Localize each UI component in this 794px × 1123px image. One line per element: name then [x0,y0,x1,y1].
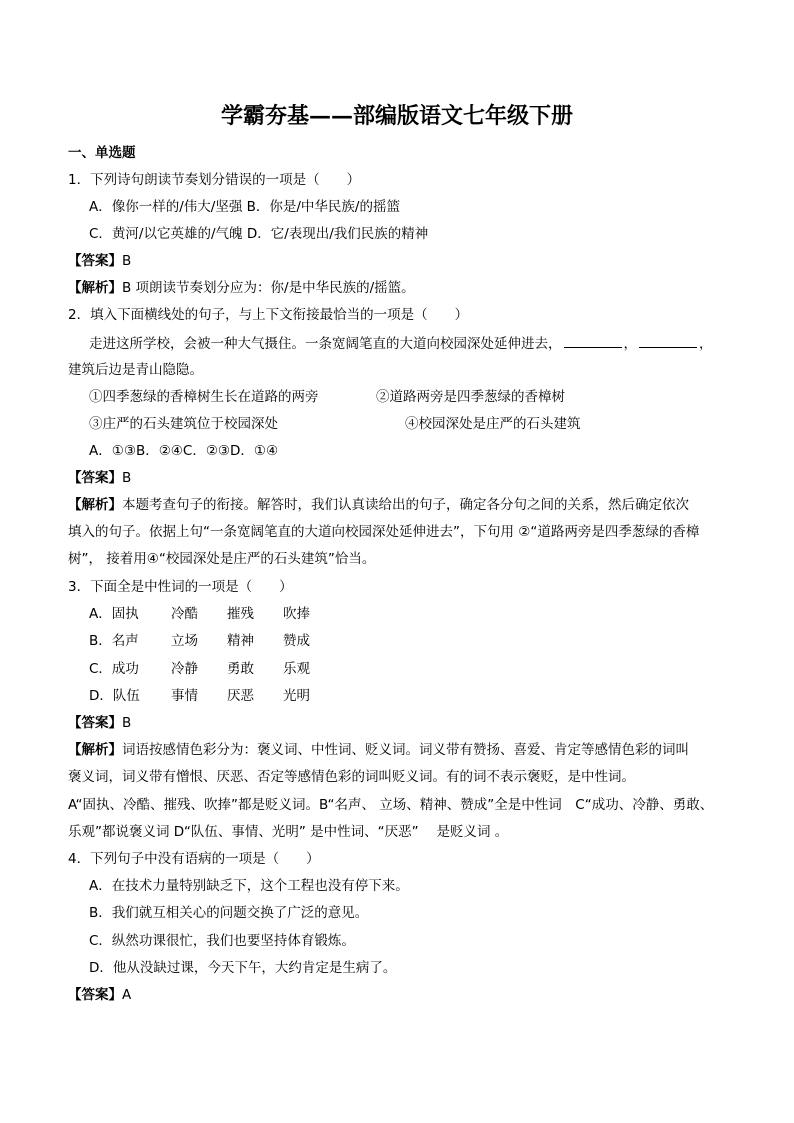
q2-analysis-line3: 树”， 接着用④“校园深处是庄严的石头建筑”恰当。 [68,551,376,567]
q3-option-d [89,687,310,705]
answer-label: 【答案】 [68,253,122,269]
option-word: 事情 [171,688,198,704]
option-label: B．名声 [89,633,139,649]
q3-option-c [89,660,310,678]
option-word: 精神 [227,633,254,649]
q1-options-cd: C．黄河/以它英雄的/气魄 D．它/表现出/我们民族的精神 [89,226,429,242]
answer-label: 【答案】 [68,470,122,486]
answer-value: B [122,470,132,486]
option-word: 立场 [171,633,198,649]
q4-option-c: C．纵然功课很忙，我们也要坚持体育锻炼。 [89,933,355,949]
q4-answer [68,986,131,1004]
q2-analysis-line2: 填入的句子。依据上句“一条宽阔笔直的大道向校园深处延伸进去”，下句用 ②“道路两旁是四季葱绿的香樟 [68,524,700,540]
q2-options: A．①③B．②④C．②③D．①④ [89,443,279,459]
q2-sentence-2: ②道路两旁是四季葱绿的香樟树 [376,389,565,405]
q2-sentence-1: ①四季葱绿的香樟树生长在道路的两旁 [89,389,319,405]
q1-answer [68,252,131,270]
analysis-text: 本题考查句子的衔接。解答时，我们认真读给出的句子，确定各分句之间的关系，然后确定依次 [122,497,689,513]
answer-value: A [122,987,132,1003]
analysis-text: 词语按感情色彩分为：褒义词、中性词、贬义词。词义带有赞扬、喜爱、肯定等感情色彩的词叫 [122,742,689,758]
q3-answer [68,714,131,732]
option-word: 赞成 [283,633,310,649]
q3-analysis-line3: A“固执、冷酷、摧残、吹捧”都是贬义词。B“名声、 立场、精神、赞成”全是中性词 C“成功、冷静、勇敢、 [68,797,714,813]
q3-option-a [89,605,310,623]
option-word: 厌恶 [227,688,254,704]
option-word: 乐观 [283,661,310,677]
q2-analysis-line1 [68,496,689,514]
analysis-text: B 项朗读节奏划分应为：你/是中华民族的/摇篮。 [122,280,415,296]
q3-stem: 3．下面全是中性词的一项是（ ） [68,579,293,595]
section-heading: 一、单选题 [68,145,136,161]
q1-options-ab: A．像你一样的/伟大/坚强 B．你是/中华民族/的摇篮 [89,199,400,215]
q3-analysis-line2: 褒义词，词义带有憎恨、厌恶、否定等感情色彩的词叫贬义词。有的词不表示褒贬，是中性词。 [68,769,635,785]
passage-text: 走进这所学校，会被一种大气摄住。一条宽阔笔直的大道向校园深处延伸进去， [89,336,562,352]
option-word: 摧残 [227,606,254,622]
q2-answer [68,469,131,487]
option-word: 吹捧 [283,606,310,622]
q4-option-a: A．在技术力量特别缺乏下，这个工程也没有停下来。 [89,878,409,894]
passage-comma-end: ， [699,336,713,352]
answer-value: B [122,253,132,269]
q2-sentence-4: ④校园深处是庄严的石头建筑 [405,416,581,432]
q3-analysis-line1 [68,741,689,759]
option-word: 冷酷 [171,606,198,622]
q3-option-b [89,632,310,650]
analysis-label: 【解析】 [68,280,122,296]
document-title: 学霸夯基——部编版语文七年级下册 [220,103,573,129]
answer-label: 【答案】 [68,715,122,731]
q4-option-d: D．他从没缺过课，今天下午，大约肯定是生病了。 [89,960,397,976]
option-word: 光明 [283,688,310,704]
q2-passage-line1 [89,334,713,353]
option-label: A．固执 [89,606,139,622]
analysis-label: 【解析】 [68,742,122,758]
fill-blank-1 [564,334,622,348]
q1-stem: 1．下列诗句朗读节奏划分错误的一项是（ ） [68,172,361,188]
q4-option-b: B．我们就互相关心的问题交换了广泛的意见。 [89,905,369,921]
q2-stem: 2．填入下面横线处的句子，与上下文衔接最恰当的一项是（ ） [68,307,469,323]
option-word: 勇敢 [227,661,254,677]
q1-analysis [68,279,415,297]
q2-passage-line2: 建筑后边是青山隐隐。 [68,362,203,378]
option-word: 冷静 [171,661,198,677]
q4-stem: 4．下列句子中没有语病的一项是（ ） [68,851,320,867]
answer-value: B [122,715,132,731]
fill-blank-2 [639,334,697,348]
q3-analysis-line4: 乐观”都说褒义词 D“队伍、事情、光明” 是中性词、“厌恶” 是贬义词 。 [68,824,509,840]
option-label: C．成功 [89,661,139,677]
analysis-label: 【解析】 [68,497,122,513]
option-label: D．队伍 [89,688,140,704]
answer-label: 【答案】 [68,987,122,1003]
q2-sentence-3: ③庄严的石头建筑位于校园深处 [89,416,278,432]
passage-comma: ， [623,336,637,352]
